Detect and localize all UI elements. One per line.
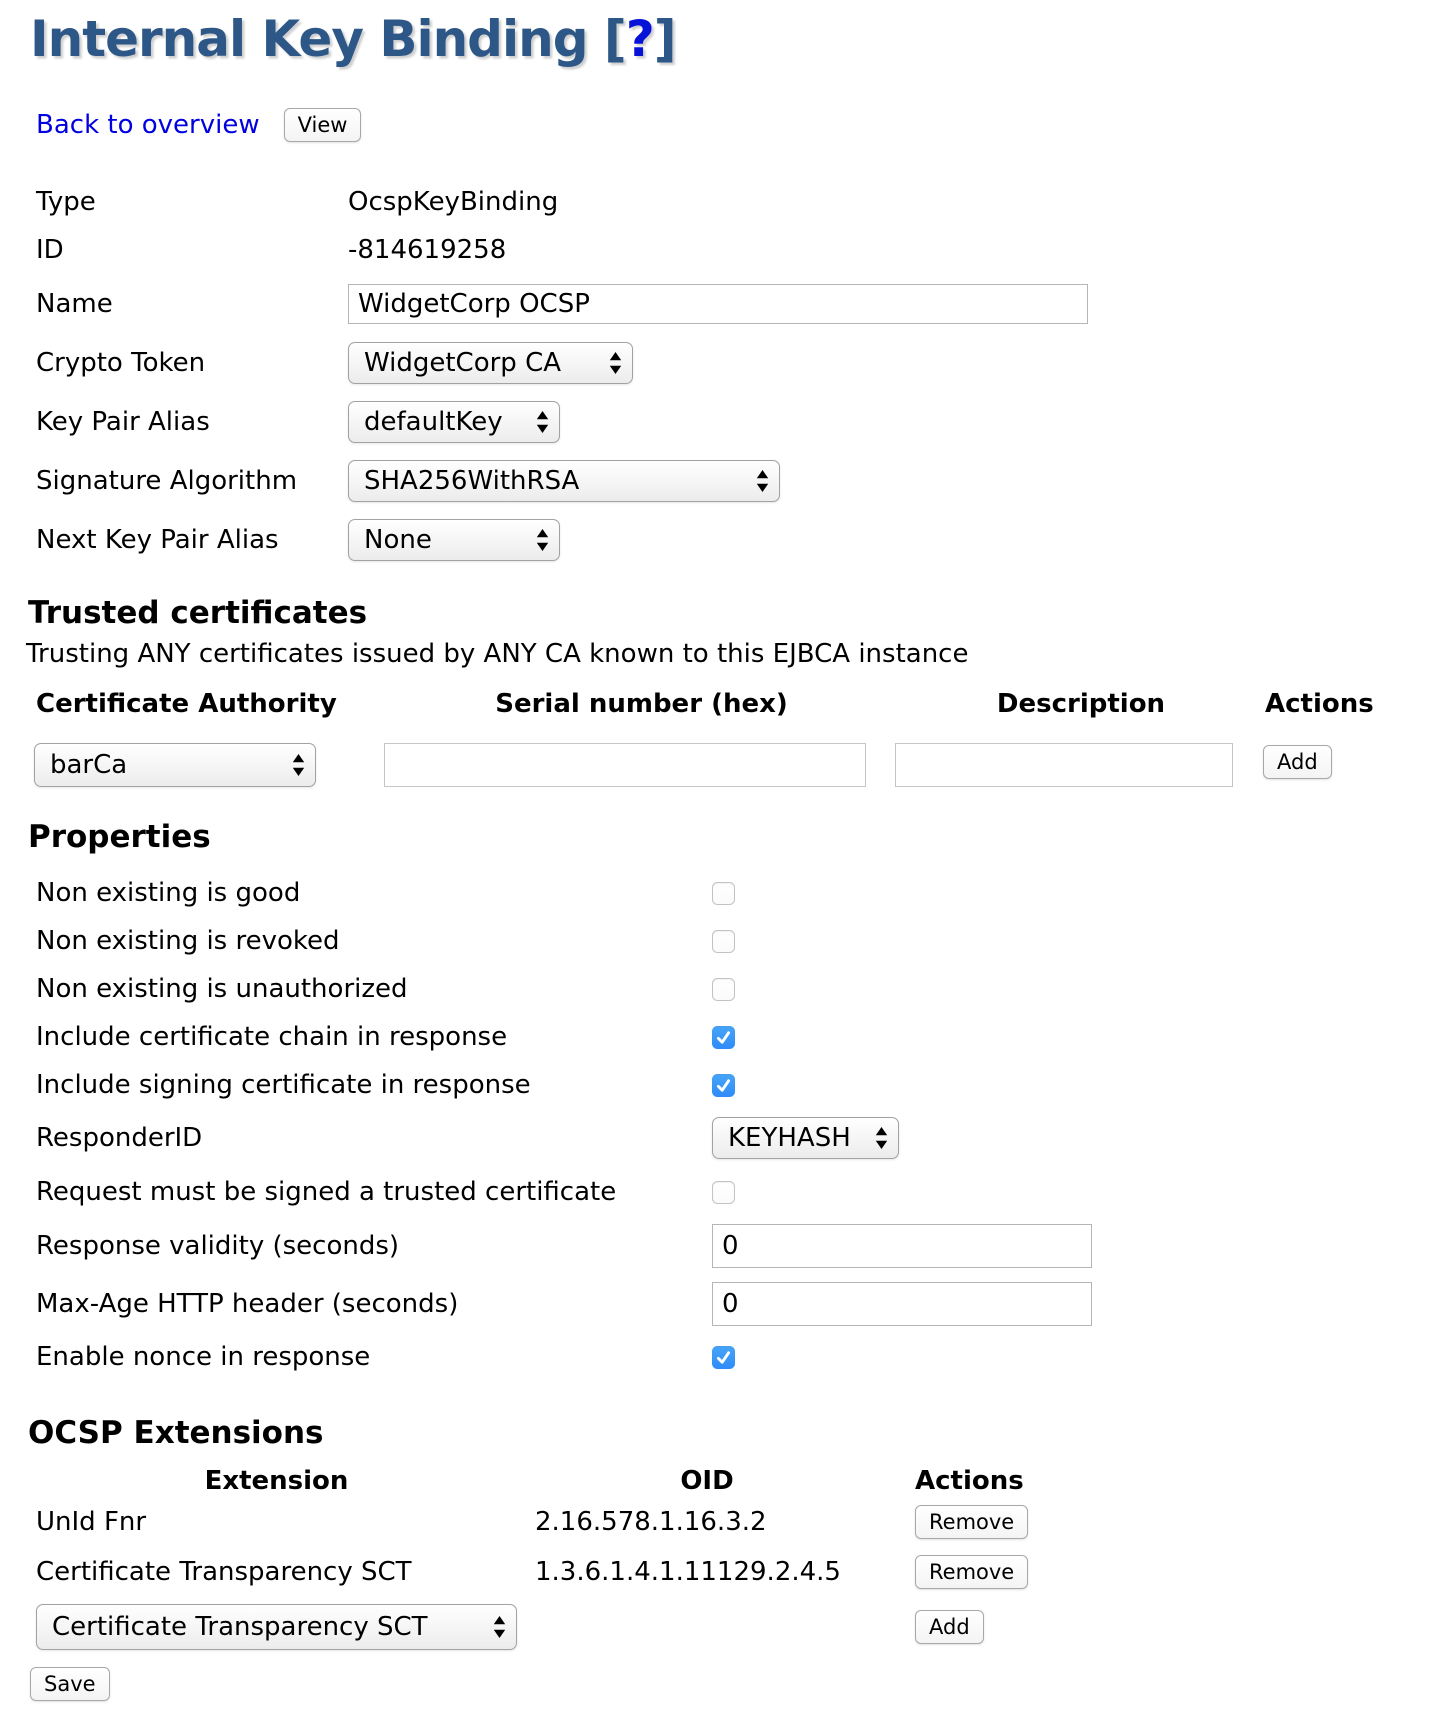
ocsp-extensions-heading: OCSP Extensions — [28, 1415, 324, 1451]
name-input[interactable] — [348, 284, 1088, 324]
save-row — [30, 1667, 1452, 1701]
request-signed-row — [0, 1167, 1452, 1217]
ocsp-extensions-table — [0, 1465, 1452, 1657]
checkmark-icon — [715, 1029, 732, 1046]
non-existing-is-unauthorized-row — [0, 965, 1452, 1013]
checkmark-icon — [715, 1349, 732, 1366]
include-signing-certificate-checkbox[interactable] — [712, 1074, 735, 1097]
signature-algorithm-row — [0, 451, 1452, 510]
non-existing-is-revoked-checkbox[interactable] — [712, 930, 735, 953]
crypto-token-label: Crypto Token — [36, 347, 206, 378]
add-extension-row — [0, 1597, 1452, 1657]
key-pair-alias-label: Key Pair Alias — [36, 406, 210, 437]
include-certificate-chain-checkbox[interactable] — [712, 1026, 735, 1049]
certificate-authority-select[interactable] — [34, 743, 316, 787]
next-key-pair-alias-selected-value: None — [364, 524, 432, 555]
request-signed-label: Request must be signed a trusted certificate — [36, 1177, 617, 1207]
include-certificate-chain-row — [0, 1013, 1452, 1061]
enable-nonce-row — [0, 1333, 1452, 1381]
max-age-label: Max-Age HTTP header (seconds) — [36, 1289, 459, 1319]
help-link[interactable]: ? — [625, 10, 654, 68]
response-validity-row — [0, 1217, 1452, 1275]
certificate-authority-selected-value: barCa — [50, 750, 128, 780]
include-signing-certificate-label: Include signing certificate in response — [36, 1070, 531, 1100]
non-existing-is-good-checkbox[interactable] — [712, 882, 735, 905]
column-certificate-authority: Certificate Authority — [36, 689, 337, 719]
select-up-down-arrows-icon — [609, 351, 622, 375]
crypto-token-row — [0, 333, 1452, 392]
key-pair-alias-row — [0, 392, 1452, 451]
trusted-certificates-description: Trusting ANY certificates issued by ANY CA known to this EJBCA instance — [26, 639, 969, 669]
extension-row-ct-sct — [0, 1547, 1452, 1597]
column-actions: Actions — [1265, 689, 1374, 719]
response-validity-label: Response validity (seconds) — [36, 1231, 400, 1261]
name-label: Name — [36, 288, 113, 319]
checkmark-icon — [715, 1077, 732, 1094]
id-row — [0, 226, 1452, 274]
back-row — [36, 108, 1452, 142]
extension-oid: 2.16.578.1.16.3.2 — [535, 1507, 767, 1537]
help-bracket: ] — [653, 10, 676, 68]
column-actions: Actions — [915, 1466, 1024, 1496]
next-key-pair-alias-row — [0, 510, 1452, 569]
key-binding-form — [0, 178, 1452, 569]
enable-nonce-checkbox[interactable] — [712, 1346, 735, 1369]
non-existing-is-good-row — [0, 869, 1452, 917]
select-up-down-arrows-icon — [536, 528, 549, 552]
trusted-certificates-heading: Trusted certificates — [28, 595, 368, 631]
signature-algorithm-selected-value: SHA256WithRSA — [364, 465, 580, 496]
name-row — [0, 274, 1452, 333]
serial-number-input[interactable] — [384, 743, 866, 787]
extension-select[interactable] — [36, 1604, 517, 1650]
trusted-certificate-entry-row — [0, 743, 1452, 787]
enable-nonce-label: Enable nonce in response — [36, 1342, 371, 1372]
non-existing-is-revoked-label: Non existing is revoked — [36, 926, 340, 956]
select-up-down-arrows-icon — [493, 1615, 506, 1639]
type-value: OcspKeyBinding — [348, 187, 559, 217]
page-title: Internal Key Binding [?] — [30, 10, 676, 68]
include-signing-certificate-row — [0, 1061, 1452, 1109]
include-certificate-chain-label: Include certificate chain in response — [36, 1022, 508, 1052]
non-existing-is-unauthorized-checkbox[interactable] — [712, 978, 735, 1001]
ocsp-extensions-header-row — [0, 1465, 1452, 1497]
extension-oid: 1.3.6.1.4.1.11129.2.4.5 — [535, 1557, 841, 1587]
column-extension: Extension — [204, 1466, 349, 1496]
max-age-input[interactable] — [712, 1282, 1092, 1326]
request-signed-checkbox[interactable] — [712, 1181, 735, 1204]
responder-id-row — [0, 1109, 1452, 1167]
response-validity-input[interactable] — [712, 1224, 1092, 1268]
extension-name: Certificate Transparency SCT — [36, 1557, 412, 1587]
non-existing-is-good-label: Non existing is good — [36, 878, 301, 908]
crypto-token-selected-value: WidgetCorp CA — [364, 347, 562, 378]
id-label: ID — [36, 235, 64, 265]
add-extension-button[interactable]: Add — [915, 1610, 984, 1644]
type-row — [0, 178, 1452, 226]
type-label: Type — [36, 187, 96, 217]
extension-selected-value: Certificate Transparency SCT — [52, 1612, 428, 1642]
trusted-certificates-table — [0, 689, 1452, 787]
add-trusted-certificate-button[interactable]: Add — [1263, 745, 1332, 779]
properties-section — [0, 869, 1452, 1381]
responder-id-label: ResponderID — [36, 1123, 203, 1153]
select-up-down-arrows-icon — [875, 1126, 888, 1150]
help-bracket: [ — [603, 10, 626, 68]
properties-heading: Properties — [28, 819, 211, 855]
key-pair-alias-selected-value: defaultKey — [364, 406, 503, 437]
remove-extension-button[interactable]: Remove — [915, 1555, 1028, 1589]
responder-id-select[interactable] — [712, 1117, 899, 1159]
trusted-certificates-header-row — [0, 689, 1452, 719]
select-up-down-arrows-icon — [292, 753, 305, 777]
non-existing-is-unauthorized-label: Non existing is unauthorized — [36, 974, 408, 1004]
non-existing-is-revoked-row — [0, 917, 1452, 965]
back-to-overview-link[interactable]: Back to overview — [36, 110, 260, 140]
max-age-row — [0, 1275, 1452, 1333]
extension-row-unid-fnr — [0, 1497, 1452, 1547]
extension-name: UnId Fnr — [36, 1507, 147, 1537]
select-up-down-arrows-icon — [756, 469, 769, 493]
id-value: -814619258 — [348, 235, 507, 265]
select-up-down-arrows-icon — [536, 410, 549, 434]
view-button[interactable]: View — [284, 108, 362, 142]
responder-id-selected-value: KEYHASH — [728, 1123, 851, 1153]
column-description: Description — [996, 689, 1166, 719]
crypto-token-select[interactable] — [348, 342, 633, 384]
column-oid: OID — [680, 1466, 734, 1496]
signature-algorithm-select[interactable] — [348, 460, 780, 502]
remove-extension-button[interactable]: Remove — [915, 1505, 1028, 1539]
column-serial-number: Serial number (hex) — [495, 689, 788, 719]
description-input[interactable] — [895, 743, 1233, 787]
next-key-pair-alias-label: Next Key Pair Alias — [36, 524, 279, 555]
key-pair-alias-select[interactable] — [348, 401, 560, 443]
signature-algorithm-label: Signature Algorithm — [36, 465, 298, 496]
save-button[interactable]: Save — [30, 1667, 110, 1701]
next-key-pair-alias-select[interactable] — [348, 519, 560, 561]
